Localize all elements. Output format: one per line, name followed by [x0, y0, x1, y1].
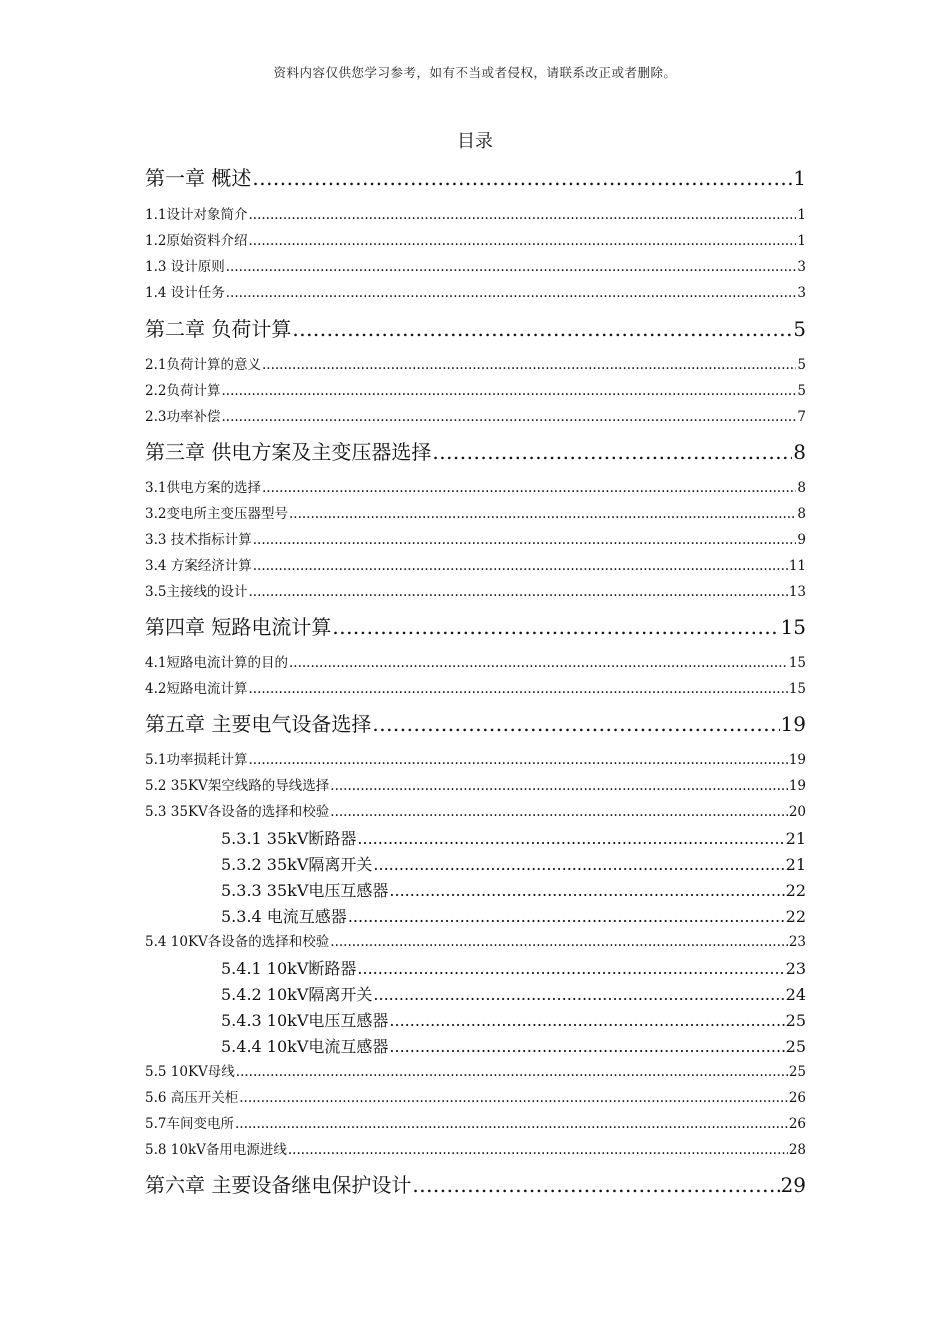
- toc-entry-label: 3.2变电所主变压器型号: [145, 506, 288, 522]
- toc-leader-dots: [373, 855, 784, 874]
- toc-page-number: 20: [788, 804, 806, 820]
- toc-entry-label: 5.3 35KV各设备的选择和校验: [145, 804, 330, 820]
- toc-leader-dots: [289, 655, 788, 671]
- toc-section-entry[interactable]: [145, 476, 806, 496]
- toc-page-number: 15: [788, 655, 806, 671]
- toc-entry-label: 2.2负荷计算: [145, 383, 221, 399]
- toc-entry-label: 5.4.1 10kV断路器: [221, 959, 357, 978]
- toc-page-number: 5: [793, 317, 806, 341]
- toc-leader-dots: [226, 259, 797, 275]
- toc-leader-dots: [289, 506, 796, 522]
- toc-chapter-entry[interactable]: [145, 1169, 806, 1198]
- toc-section-entry[interactable]: [145, 255, 806, 275]
- toc-leader-dots: [253, 532, 797, 548]
- toc-leader-dots: [262, 357, 796, 373]
- toc-leader-dots: [330, 934, 788, 950]
- toc-section-entry[interactable]: [145, 651, 806, 671]
- toc-leader-dots: [253, 558, 788, 574]
- toc-page-number: 21: [785, 829, 806, 848]
- toc-entry-label: 5.3.3 35kV电压互感器: [221, 881, 389, 900]
- toc-entry-label: 5.1功率损耗计算: [145, 752, 248, 768]
- toc-leader-dots: [412, 1173, 779, 1197]
- toc-leader-dots: [236, 1064, 788, 1080]
- toc-leader-dots: [248, 681, 787, 697]
- toc-subsection-entry[interactable]: [145, 956, 806, 979]
- toc-page-number: 3: [797, 259, 806, 275]
- toc-page-number: 8: [797, 506, 806, 522]
- toc-page-number: 11: [788, 558, 806, 574]
- toc-page-number: 13: [788, 584, 806, 600]
- toc-entry-label: 5.3.1 35kV断路器: [221, 829, 357, 848]
- toc-section-entry[interactable]: [145, 580, 806, 600]
- toc-leader-dots: [226, 285, 797, 301]
- toc-entry-label: 5.5 10KV母线: [145, 1064, 235, 1080]
- toc-entry-label: 1.3 设计原则: [145, 259, 225, 275]
- toc-page-number: 5: [797, 383, 806, 399]
- toc-page-number: 1: [797, 207, 806, 223]
- toc-leader-dots: [235, 1116, 788, 1132]
- toc-page-number: 19: [788, 752, 806, 768]
- toc-entry-label: 1.4 设计任务: [145, 285, 225, 301]
- toc-section-entry[interactable]: [145, 1060, 806, 1080]
- toc-page-number: 24: [785, 985, 806, 1004]
- toc-leader-dots: [332, 615, 779, 639]
- toc-subsection-entry[interactable]: [145, 878, 806, 901]
- toc-leader-dots: [357, 959, 784, 978]
- toc-leader-dots: [389, 1011, 784, 1030]
- toc-chapter-entry[interactable]: [145, 436, 806, 465]
- toc-section-entry[interactable]: [145, 203, 806, 223]
- toc-leader-dots: [372, 712, 779, 736]
- toc-leader-dots: [288, 1142, 788, 1158]
- toc-entry-label: 4.2短路电流计算: [145, 681, 248, 697]
- toc-entry-label: 第四章 短路电流计算: [145, 615, 332, 639]
- toc-subsection-entry[interactable]: [145, 904, 806, 927]
- toc-page-number: 26: [788, 1090, 806, 1106]
- toc-chapter-entry[interactable]: [145, 708, 806, 737]
- toc-section-entry[interactable]: [145, 748, 806, 768]
- toc-page-number: 28: [788, 1142, 806, 1158]
- toc-chapter-entry[interactable]: [145, 611, 806, 640]
- toc-section-entry[interactable]: [145, 774, 806, 794]
- toc-title: 目录: [457, 131, 493, 152]
- toc-entry-label: 第五章 主要电气设备选择: [145, 712, 372, 736]
- toc-entry-label: 2.3功率补偿: [145, 409, 221, 425]
- toc-subsection-entry[interactable]: [145, 982, 806, 1005]
- toc-entry-label: 5.4.3 10kV电压互感器: [221, 1011, 389, 1030]
- toc-page-number: 25: [785, 1037, 806, 1056]
- toc-section-entry[interactable]: [145, 281, 806, 301]
- toc-entry-label: 第二章 负荷计算: [145, 317, 292, 341]
- toc-subsection-entry[interactable]: [145, 826, 806, 849]
- toc-leader-dots: [262, 480, 796, 496]
- toc-page-number: 19: [788, 778, 806, 794]
- toc-entry-label: 5.6 高压开关柜: [145, 1090, 239, 1106]
- toc-leader-dots: [221, 383, 796, 399]
- toc-entry-label: 5.8 10kV备用电源进线: [145, 1142, 287, 1158]
- toc-section-entry[interactable]: [145, 800, 806, 820]
- toc-page-number: 25: [788, 1064, 806, 1080]
- toc-leader-dots: [389, 1037, 784, 1056]
- toc-leader-dots: [248, 584, 787, 600]
- toc-leader-dots: [248, 233, 796, 249]
- toc-page-number: 22: [785, 907, 806, 926]
- toc-chapter-entry[interactable]: [145, 162, 806, 191]
- toc-page-number: 22: [785, 881, 806, 900]
- toc-page-number: 1: [793, 166, 806, 190]
- toc-page-number: 7: [797, 409, 806, 425]
- toc-section-entry[interactable]: [145, 379, 806, 399]
- toc-subsection-entry[interactable]: [145, 852, 806, 875]
- toc-page-number: 1: [797, 233, 806, 249]
- toc-entry-label: 第六章 主要设备继电保护设计: [145, 1173, 412, 1197]
- toc-leader-dots: [389, 881, 784, 900]
- toc-page-number: 23: [785, 959, 806, 978]
- toc-leader-dots: [330, 778, 788, 794]
- toc-page-number: 8: [797, 480, 806, 496]
- toc-leader-dots: [248, 207, 796, 223]
- toc-entry-label: 3.5主接线的设计: [145, 584, 248, 600]
- copyright-notice: 资料内容仅供您学习参考，如有不当或者侵权，请联系改正或者删除。: [273, 65, 677, 80]
- toc-page-number: 25: [785, 1011, 806, 1030]
- toc-entry-label: 3.4 方案经济计算: [145, 558, 252, 574]
- toc-section-entry[interactable]: [145, 1112, 806, 1132]
- toc-leader-dots: [252, 166, 792, 190]
- toc-entry-label: 5.3.4 电流互感器: [221, 907, 347, 926]
- toc-subsection-entry[interactable]: [145, 1034, 806, 1057]
- toc-page-number: 15: [780, 615, 806, 639]
- toc-entry-label: 3.1供电方案的选择: [145, 480, 261, 496]
- toc-entry-label: 2.1负荷计算的意义: [145, 357, 261, 373]
- toc-page-number: 8: [793, 440, 806, 464]
- toc-page-number: 21: [785, 855, 806, 874]
- toc-leader-dots: [330, 804, 788, 820]
- toc-section-entry[interactable]: [145, 1138, 806, 1158]
- toc-page-number: 15: [788, 681, 806, 697]
- toc-section-entry[interactable]: [145, 229, 806, 249]
- toc-entry-label: 5.7车间变电所: [145, 1116, 234, 1132]
- toc-chapter-entry[interactable]: [145, 313, 806, 342]
- toc-section-entry[interactable]: [145, 930, 806, 950]
- toc-entry-label: 5.4.4 10kV电流互感器: [221, 1037, 389, 1056]
- toc-leader-dots: [373, 985, 784, 1004]
- toc-page-number: 23: [788, 934, 806, 950]
- toc-section-entry[interactable]: [145, 554, 806, 574]
- toc-leader-dots: [221, 409, 796, 425]
- toc-leader-dots: [239, 1090, 788, 1106]
- toc-entry-label: 4.1短路电流计算的目的: [145, 655, 288, 671]
- toc-entry-label: 第一章 概述: [145, 166, 252, 190]
- toc-entry-label: 第三章 供电方案及主变压器选择: [145, 440, 432, 464]
- toc-page-number: 5: [797, 357, 806, 373]
- toc-leader-dots: [432, 440, 792, 464]
- toc-entry-label: 1.2原始资料介绍: [145, 233, 248, 249]
- toc-entry-label: 5.4.2 10kV隔离开关: [221, 985, 373, 1004]
- toc-page-number: 9: [797, 532, 806, 548]
- toc-entry-label: 1.1设计对象简介: [145, 207, 248, 223]
- toc-page-number: 26: [788, 1116, 806, 1132]
- toc-section-entry[interactable]: [145, 677, 806, 697]
- toc-section-entry[interactable]: [145, 353, 806, 373]
- toc-entry-label: 5.3.2 35kV隔离开关: [221, 855, 373, 874]
- toc-page-number: 19: [780, 712, 806, 736]
- toc-leader-dots: [348, 907, 785, 926]
- toc-page-number: 3: [797, 285, 806, 301]
- toc-section-entry[interactable]: [145, 502, 806, 522]
- toc-leader-dots: [292, 317, 792, 341]
- toc-subsection-entry[interactable]: [145, 1008, 806, 1031]
- toc-section-entry[interactable]: [145, 528, 806, 548]
- toc-section-entry[interactable]: [145, 1086, 806, 1106]
- toc-section-entry[interactable]: [145, 405, 806, 425]
- toc-leader-dots: [357, 829, 784, 848]
- toc-page-number: 29: [780, 1173, 806, 1197]
- toc-entry-label: 5.4 10KV各设备的选择和校验: [145, 934, 330, 950]
- toc-leader-dots: [248, 752, 787, 768]
- toc-entry-label: 3.3 技术指标计算: [145, 532, 252, 548]
- toc-entry-label: 5.2 35KV架空线路的导线选择: [145, 778, 330, 794]
